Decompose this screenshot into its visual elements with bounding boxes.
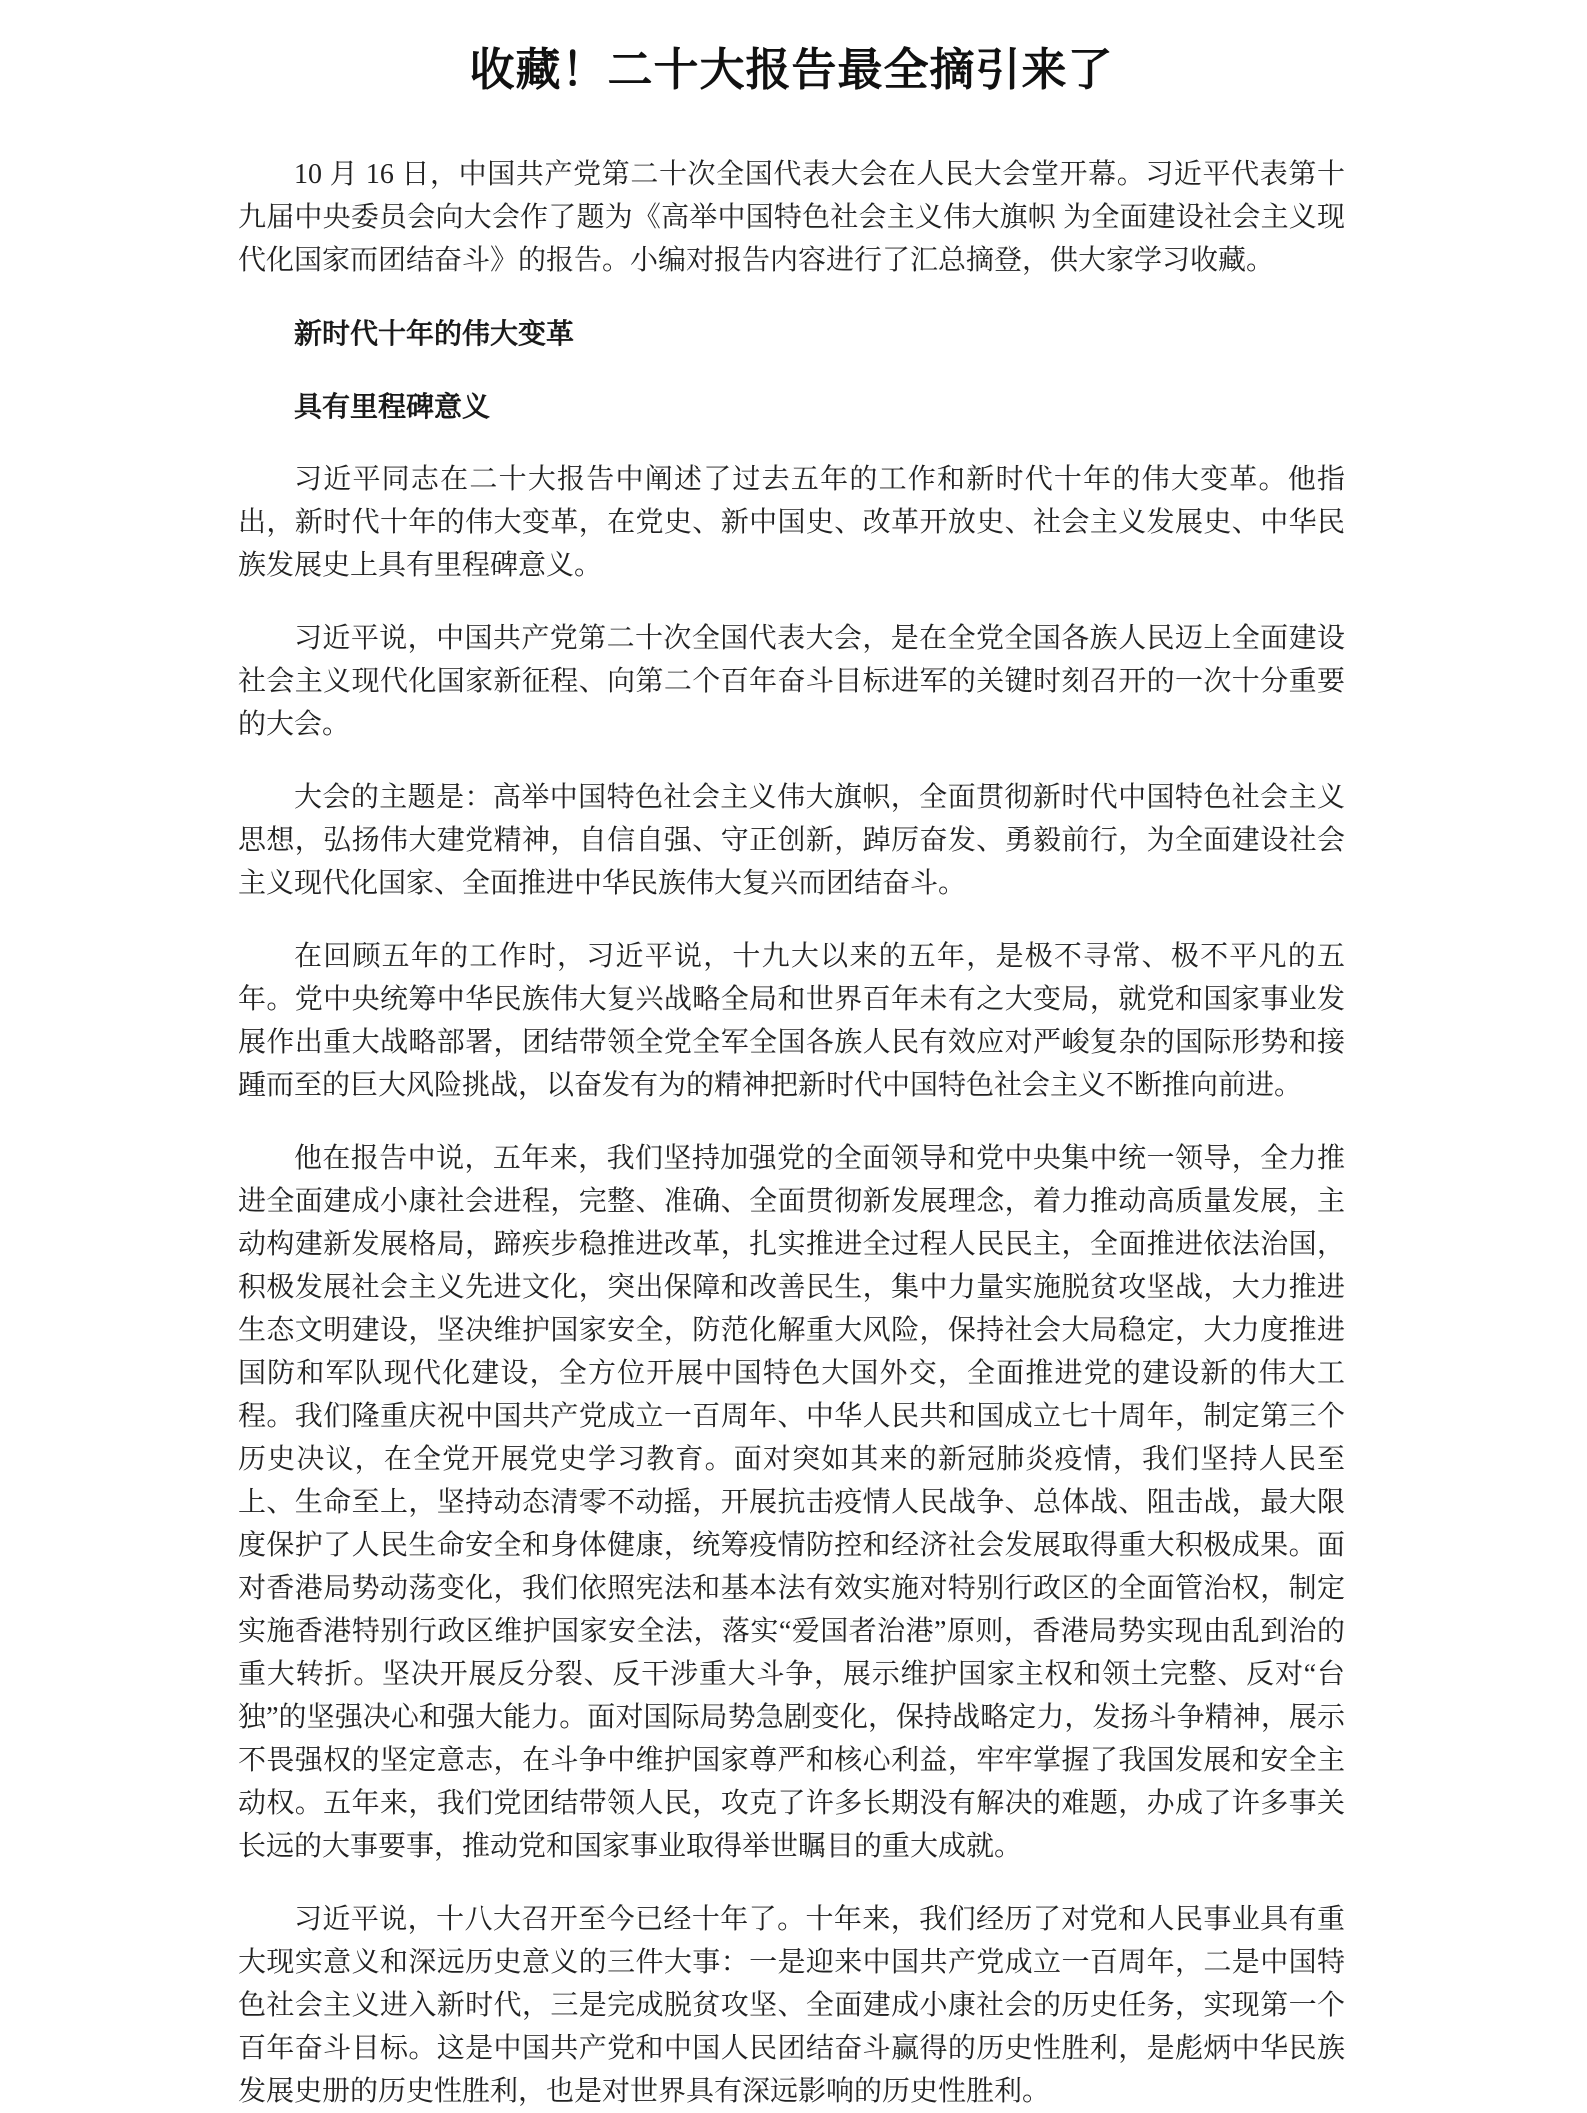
page-title: 收藏！二十大报告最全摘引来了 [469,44,1114,95]
article-paragraph: 习近平说，中国共产党第二十次全国代表大会，是在全党全国各族人民迈上全面建设社会主义现代化国家新征程、向第二个百年奋斗目标进军的关键时刻召开的一次十分重要的大会。 [238,623,1345,740]
document-page [238,43,1345,2113]
article-paragraph: 大会的主题是：高举中国特色社会主义伟大旗帜，全面贯彻新时代中国特色社会主义思想，弘扬伟大建党精神，自信自强、守正创新，踔厉奋发、勇毅前行，为全面建设社会主义现代化国家、全面推进中华民族伟大复兴而团结奋斗。 [238,782,1345,899]
article-paragraph: 他在报告中说，五年来，我们坚持加强党的全面领导和党中央集中统一领导，全力推进全面建成小康社会进程，完整、准确、全面贯彻新发展理念，着力推动高质量发展，主动构建新发展格局，蹄疾步稳推进改革，扎实推进全过程人民民主，全面推进依法治国，积极发展社会主义先进文化，突出保障和改善民生，集中力量实施脱贫攻坚战，大力推进生态文明建设，坚决维护国家安全，防范化解重大风险，保持社会大局稳定，大力度推进国防和军队现代化建设，全方位开展中国特色大国外交，全面推进党的建设新的伟大工程。我们隆重庆祝中国共产党成立一百周年、中华人民共和国成立七十周年，制定第三个历史决议，在全党开展党史学习教育。面对突如其来的新冠肺炎疫情，我们坚持人民至上、生命至上，坚持动态清零不动摇，开展抗击疫情人民战争、总体战、阻击战，最大限度保护了人民生命安全和身体健康，统筹疫情防控和经济社会发展取得重大积极成果。面对香港局势动荡变化，我们依照宪法和基本法有效实施对特别行政区的全面管治权，制定实施香港特别行政区维护国家安全法，落实“爱国者治港”原则，香港局势实现由乱到治的重大转折。坚决开展反分裂、反干涉重大斗争，展示维护国家主权和领土完整、反对“台独”的坚强决心和强大能力。面对国际局势急剧变化，保持战略定力，发扬斗争精神，展示不畏强权的坚定意志，在斗争中维护国家尊严和核心利益，牢牢掌握了我国发展和安全主动权。五年来，我们党团结带领人民，攻克了许多长期没有解决的难题，办成了许多事关长远的大事要事，推动党和国家事业取得举世瞩目的重大成就。 [238,1143,1345,1862]
section-heading: 具有里程碑意义 [294,391,491,422]
article-paragraph: 习近平说，十八大召开至今已经十年了。十年来，我们经历了对党和人民事业具有重大现实意义和深远历史意义的三件大事：一是迎来中国共产党成立一百周年，二是中国特色社会主义进入新时代，三是完成脱贫攻坚、全面建成小康社会的历史任务，实现第一个百年奋斗目标。这是中国共产党和中国人民团结奋斗赢得的历史性胜利，是彪炳中华民族发展史册的历史性胜利，也是对世界具有深远影响的历史性胜利。 [238,1904,1345,2107]
article-paragraph: 在回顾五年的工作时，习近平说，十九大以来的五年，是极不寻常、极不平凡的五年。党中央统筹中华民族伟大复兴战略全局和世界百年未有之大变局，就党和国家事业发展作出重大战略部署，团结带领全党全军全国各族人民有效应对严峻复杂的国际形势和接踵而至的巨大风险挑战，以奋发有为的精神把新时代中国特色社会主义不断推向前进。 [238,941,1345,1101]
section-heading: 新时代十年的伟大变革 [294,318,575,349]
article-paragraph: 10 月 16 日，中国共产党第二十次全国代表大会在人民大会堂开幕。习近平代表第十九届中央委员会向大会作了题为《高举中国特色社会主义伟大旗帜 为全面建设社会主义现代化国家而团结奋斗》的报告。小编对报告内容进行了汇总摘登，供大家学习收藏。 [238,159,1345,276]
article-paragraph: 习近平同志在二十大报告中阐述了过去五年的工作和新时代十年的伟大变革。他指出，新时代十年的伟大变革，在党史、新中国史、改革开放史、社会主义发展史、中华民族发展史上具有里程碑意义。 [238,464,1345,581]
article-body [238,153,1345,2113]
